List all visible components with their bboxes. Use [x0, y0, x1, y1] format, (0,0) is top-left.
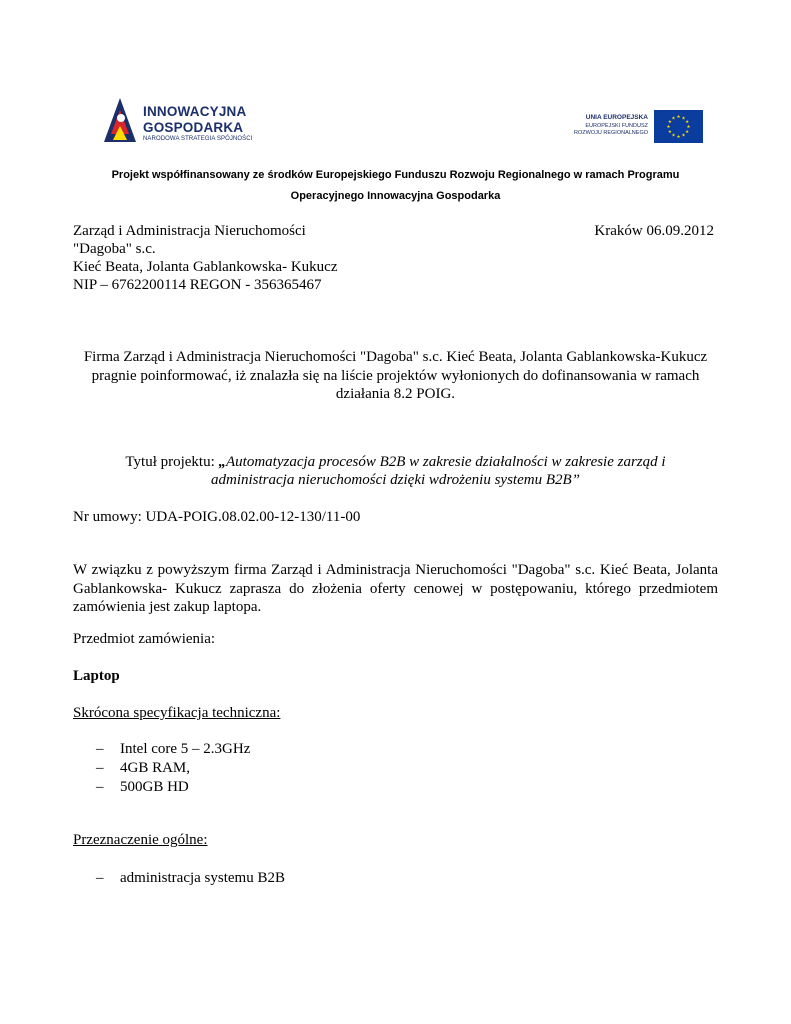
subject-label: Przedmiot zamówienia:	[73, 631, 216, 647]
bullet-dash: –	[96, 760, 104, 776]
eu-flag-icon	[654, 110, 703, 143]
funding-line2: Operacyjnego Innowacyjna Gospodarka	[290, 190, 501, 202]
contract-number: Nr umowy: UDA-POIG.08.02.00-12-130/11-00	[73, 509, 361, 525]
project-title-line1	[73, 453, 718, 471]
sender-company: "Dagoba" s.c.	[73, 241, 156, 257]
letter-date: Kraków 06.09.2012	[594, 223, 714, 239]
eu-star-icon: ★	[667, 129, 672, 134]
eu-star-icon: ★	[666, 124, 671, 129]
eu-label-line1: UNIA EUROPEJSKA	[585, 114, 648, 121]
eu-star-icon: ★	[676, 134, 681, 139]
eu-label-line2: EUROPEJSKI FUNDUSZ	[585, 123, 648, 129]
invitation-paragraph: W związku z powyższym firma Zarząd i Administracja Nieruchomości "Dagoba" s.c. Kieć Beata, Jolanta Gablankowska- Kukucz zaprasza do złożenia oferty cenowej w postępowaniu, którego przedmiotem zamówienia jest zakup laptopa.	[73, 562, 718, 615]
item-name: Laptop	[73, 668, 120, 684]
list-item: – 500GB HD	[96, 779, 189, 795]
project-title-line2: administracja nieruchomości dzięki wdrożeniu systemu B2B”	[211, 472, 580, 488]
logo-subtitle: NARODOWA STRATEGIA SPÓJNOŚCI	[143, 136, 253, 142]
eu-star-icon: ★	[681, 132, 686, 138]
eu-star-icon: ★	[676, 114, 681, 119]
eu-star-icon: ★	[686, 124, 691, 129]
bullet-dash: –	[96, 779, 104, 795]
logo-title-line1: INNOWACYJNA	[143, 104, 247, 119]
sender-name: Zarząd i Administracja Nieruchomości	[73, 223, 306, 239]
bullet-dash: –	[96, 741, 104, 757]
project-title-part1: Automatyzacja procesów B2B w zakresie działalności w zakresie zarząd i	[226, 454, 666, 470]
intro-paragraph: Firma Zarząd i Administracja Nieruchomości "Dagoba" s.c. Kieć Beata, Jolanta Gablankowska-Kukucz pragnie poinformować, iż znalazła się na liście projektów wyłonionych do dofinansowania w ramach działania 8.2 POIG.	[83, 349, 708, 402]
funding-line1: Projekt współfinansowany ze środków Europejskiego Funduszu Rozwoju Regionalnego w ramach Programu	[111, 169, 680, 181]
project-label: Tytuł projektu:	[125, 454, 219, 470]
eu-star-icon: ★	[667, 119, 672, 124]
purpose-title: Przeznaczenie ogólne:	[73, 832, 208, 848]
eu-star-icon: ★	[685, 119, 690, 124]
eu-star-icon: ★	[671, 115, 676, 121]
eu-star-icon: ★	[685, 129, 690, 134]
eu-star-icon: ★	[671, 132, 676, 138]
list-item: – 4GB RAM,	[96, 760, 191, 776]
project-open-quote: „	[218, 454, 227, 470]
spec-title: Skrócona specyfikacja techniczna:	[73, 705, 281, 721]
bullet-dash: –	[96, 870, 104, 886]
logo-title-line2: GOSPODARKA	[143, 120, 244, 135]
sender-ids: NIP – 6762200114 REGON - 356365467	[73, 277, 322, 293]
eu-label-line3: ROZWOJU REGIONALNEGO	[574, 130, 648, 136]
list-item: – administracja systemu B2B	[96, 870, 285, 886]
list-item: – Intel core 5 – 2.3GHz	[96, 741, 251, 757]
eu-star-icon: ★	[681, 115, 686, 121]
sender-owners: Kieć Beata, Jolanta Gablankowska- Kukucz	[73, 259, 338, 275]
